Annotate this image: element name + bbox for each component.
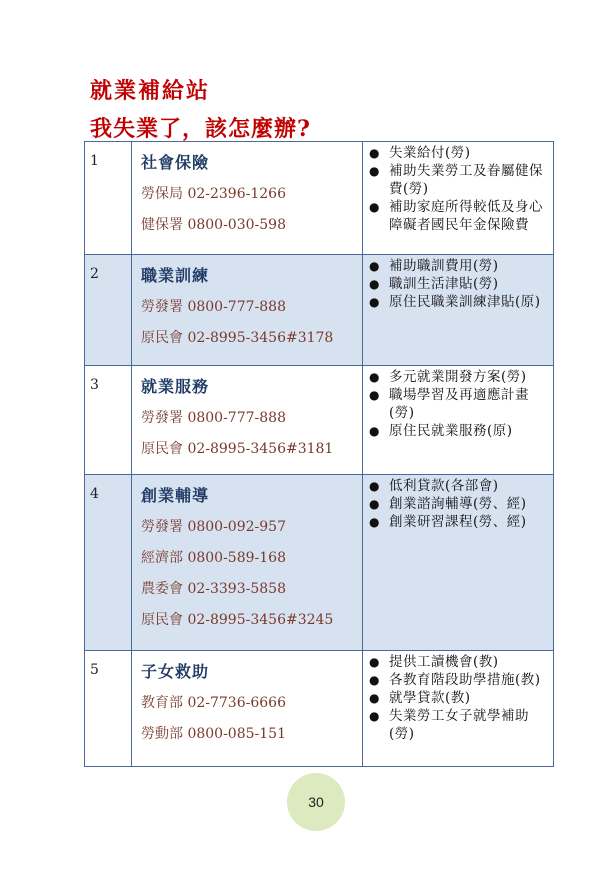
row-number: 5: [90, 662, 99, 678]
contact-phone: 經濟部 0800-589-168: [141, 550, 286, 566]
bullet-icon: ●: [369, 295, 380, 309]
contact-phone: 勞動部 0800-085-151: [141, 726, 286, 742]
contact-phone: 農委會 02-3393-5858: [141, 581, 286, 597]
benefit-text: 創業諮詢輔導(勞、經): [389, 496, 527, 512]
bullet-icon: ●: [369, 146, 380, 160]
benefit-text: 失業勞工女子就學補助(勞): [389, 708, 529, 742]
contact-phone: 勞發署 0800-777-888: [141, 299, 286, 315]
benefit-text: 補助失業勞工及眷屬健保費(勞): [389, 163, 543, 197]
benefit-text: 補助家庭所得較低及身心障礙者國民年金保險費: [389, 199, 543, 233]
table-row: [85, 475, 554, 651]
benefit-item: [369, 368, 547, 386]
agency-cell: [132, 366, 363, 475]
benefit-text: 失業給付(勞): [389, 145, 471, 161]
row-number: 4: [90, 486, 99, 502]
bullet-icon: ●: [369, 164, 380, 178]
bullet-icon: ●: [369, 370, 380, 384]
row-number-cell: [85, 366, 132, 475]
benefits-cell: [363, 255, 554, 366]
row-number-cell: [85, 142, 132, 255]
contact-list: [141, 408, 362, 459]
bullet-icon: ●: [369, 424, 380, 438]
bullet-icon: ●: [369, 479, 380, 493]
bullet-icon: ●: [369, 259, 380, 273]
contact-phone: 原民會 02-8995-3456#3181: [141, 441, 334, 457]
contact-list: [141, 184, 362, 235]
contact-phone: 原民會 02-8995-3456#3178: [141, 330, 334, 346]
category-title: 就業服務: [141, 377, 210, 396]
resource-table: [84, 141, 554, 767]
benefit-list: [363, 366, 553, 440]
page-subtitle: 我失業了，該怎麼辦?: [90, 116, 311, 142]
bullet-icon: ●: [369, 277, 380, 291]
agency-cell: [132, 475, 363, 651]
bullet-icon: ●: [369, 497, 380, 511]
benefit-list: [363, 651, 553, 743]
agency-cell: [132, 142, 363, 255]
contact-phone: 勞發署 0800-092-957: [141, 519, 286, 535]
benefit-text: 職訓生活津貼(勞): [389, 276, 499, 292]
benefit-item: [369, 422, 547, 440]
bullet-icon: ●: [369, 515, 380, 529]
row-number: 3: [90, 377, 99, 393]
benefit-item: [369, 653, 547, 671]
benefit-item: [369, 513, 547, 531]
category-title: 子女救助: [141, 662, 210, 681]
benefit-item: [369, 162, 547, 198]
page-title: 就業補給站: [90, 78, 211, 104]
table-row: [85, 651, 554, 767]
benefit-item: [369, 477, 547, 495]
benefit-text: 各教育階段助學措施(教): [389, 672, 541, 688]
benefit-item: [369, 386, 547, 422]
row-number: 2: [90, 266, 99, 282]
category-title: 社會保險: [141, 153, 210, 172]
benefit-item: [369, 257, 547, 275]
bullet-icon: ●: [369, 709, 380, 723]
benefit-text: 就學貸款(教): [389, 690, 471, 706]
benefits-cell: [363, 142, 554, 255]
benefit-text: 低利貸款(各部會): [389, 478, 499, 494]
benefit-item: [369, 707, 547, 743]
bullet-icon: ●: [369, 200, 380, 214]
benefit-item: [369, 689, 547, 707]
row-number-cell: [85, 475, 132, 651]
benefit-list: [363, 255, 553, 311]
benefit-text: 多元就業開發方案(勞): [389, 369, 527, 385]
table-row: [85, 366, 554, 475]
benefit-text: 創業研習課程(勞、經): [389, 514, 527, 530]
category-title: 職業訓練: [141, 266, 210, 285]
benefit-item: [369, 144, 547, 162]
benefit-list: [363, 142, 553, 234]
benefit-item: [369, 671, 547, 689]
category-title: 創業輔導: [141, 486, 210, 505]
benefit-text: 補助職訓費用(勞): [389, 258, 499, 274]
table-row: [85, 142, 554, 255]
bullet-icon: ●: [369, 691, 380, 705]
page-number: 30: [308, 794, 324, 810]
contact-phone: 勞發署 0800-777-888: [141, 410, 286, 426]
row-number-cell: [85, 255, 132, 366]
benefit-item: [369, 275, 547, 293]
bullet-icon: ●: [369, 673, 380, 687]
benefits-cell: [363, 475, 554, 651]
bullet-icon: ●: [369, 655, 380, 669]
benefit-text: 職場學習及再適應計畫(勞): [389, 387, 529, 421]
row-number: 1: [90, 153, 99, 169]
contact-phone: 勞保局 02-2396-1266: [141, 186, 286, 202]
contact-phone: 健保署 0800-030-598: [141, 217, 286, 233]
page-number-badge: [287, 773, 345, 831]
contact-list: [141, 517, 362, 630]
row-number-cell: [85, 651, 132, 767]
benefit-text: 原住民職業訓練津貼(原): [389, 294, 541, 310]
contact-phone: 教育部 02-7736-6666: [141, 695, 286, 711]
benefits-cell: [363, 651, 554, 767]
agency-cell: [132, 651, 363, 767]
benefit-item: [369, 198, 547, 234]
benefit-item: [369, 495, 547, 513]
table-row: [85, 255, 554, 366]
contact-list: [141, 693, 362, 744]
benefit-text: 提供工讀機會(教): [389, 654, 499, 670]
benefit-list: [363, 475, 553, 531]
benefit-item: [369, 293, 547, 311]
contact-list: [141, 297, 362, 348]
agency-cell: [132, 255, 363, 366]
benefit-text: 原住民就業服務(原): [389, 423, 513, 439]
bullet-icon: ●: [369, 388, 380, 402]
benefits-cell: [363, 366, 554, 475]
contact-phone: 原民會 02-8995-3456#3245: [141, 612, 334, 628]
